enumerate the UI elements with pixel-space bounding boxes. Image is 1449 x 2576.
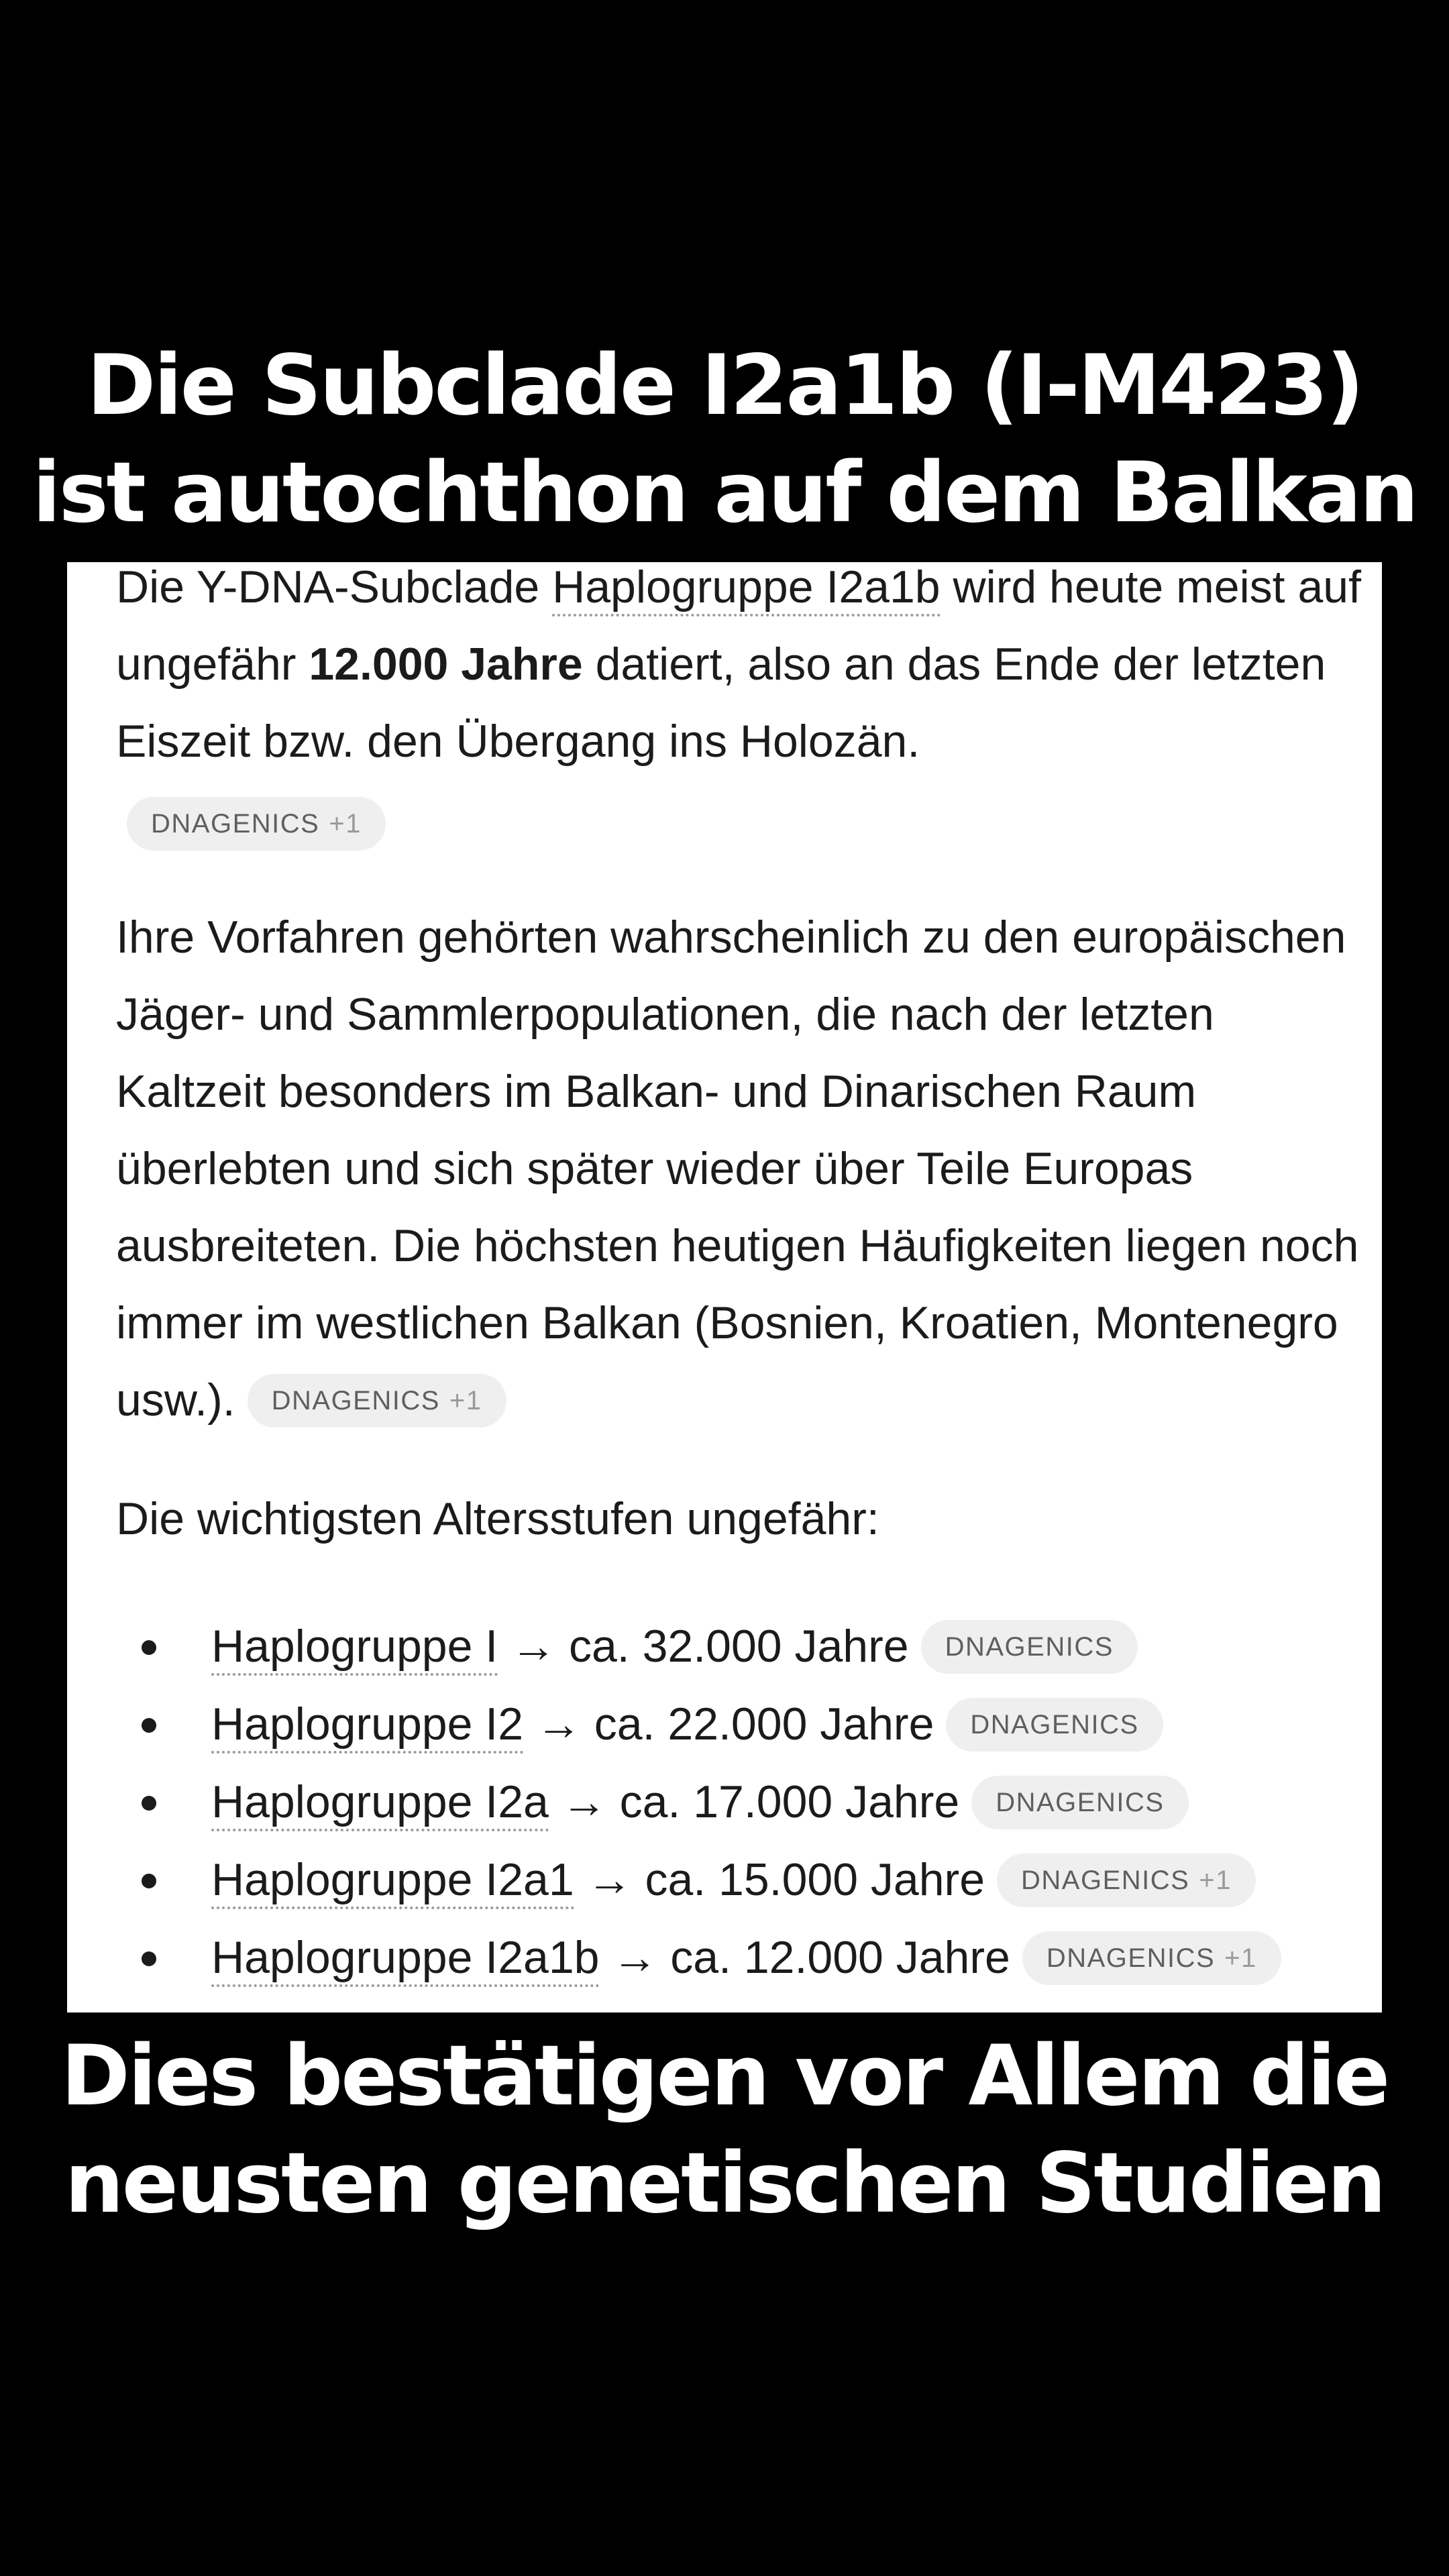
list-item-text: → ca. 17.000 Jahre xyxy=(548,1776,960,1827)
top-caption-line: Die Subclade I2a1b (I-M423) xyxy=(87,337,1362,434)
list-item xyxy=(116,1841,1364,1919)
haplogroup-link[interactable]: Haplogruppe I2 xyxy=(211,1699,523,1754)
haplogroup-link[interactable]: Haplogruppe I2a1b xyxy=(552,562,940,616)
list-item xyxy=(116,1607,1364,1685)
source-chip[interactable] xyxy=(248,1374,506,1428)
source-chip-label: DNAGENICS xyxy=(970,1710,1139,1740)
haplogroup-link[interactable]: Haplogruppe I xyxy=(211,1621,498,1676)
bold-age: 12.000 Jahre xyxy=(309,639,583,690)
list-item-text: → ca. 22.000 Jahre xyxy=(523,1699,934,1750)
source-chip[interactable] xyxy=(997,1854,1256,1907)
age-list xyxy=(116,1607,1364,1996)
bottom-caption xyxy=(0,2023,1449,2237)
answer-content xyxy=(116,562,1364,1996)
bullet-icon xyxy=(142,1796,156,1811)
paragraph-text: wird heute meist auf ungefähr xyxy=(116,562,1361,690)
list-item xyxy=(116,1919,1364,1996)
paragraph-text: Ihre Vorfahren gehörten wahrscheinlich zu den europäischen Jäger- und Sammlerpopulationen, die nach der letzten Kaltzeit besonders im Balkan- und Dinarischen Raum überlebten und sich später wieder über Teile Europas ausbreiteten. Die höchsten heutigen Häufigkeiten liegen noch immer im westlichen Balkan (Bosnien, Kroatien, Montenegro usw.). xyxy=(116,912,1359,1426)
bullet-icon xyxy=(142,1718,156,1733)
source-chip-count: +1 xyxy=(449,1386,482,1416)
source-chip-count: +1 xyxy=(329,809,362,839)
paragraph-age-levels: Die wichtigsten Altersstufen ungefähr: xyxy=(116,1493,879,1544)
bottom-caption-line: neusten genetischen Studien xyxy=(64,2135,1385,2232)
list-item xyxy=(116,1763,1364,1841)
answer-card xyxy=(67,562,1382,2012)
source-chip-label: DNAGENICS xyxy=(151,809,320,839)
source-chip-label: DNAGENICS xyxy=(271,1386,440,1416)
haplogroup-link[interactable]: Haplogruppe I2a xyxy=(211,1776,549,1831)
top-caption-line: ist autochthon auf dem Balkan xyxy=(32,445,1417,541)
list-item-text: → ca. 32.000 Jahre xyxy=(498,1621,909,1672)
source-chip-label: DNAGENICS xyxy=(996,1788,1165,1818)
source-chip-label: DNAGENICS xyxy=(945,1632,1114,1662)
paragraph-text: datiert, also an das Ende der letzten Eiszeit bzw. den Übergang ins Holozän. xyxy=(116,639,1326,767)
paragraph-dating xyxy=(116,562,1364,857)
bottom-caption-line: Dies bestätigen vor Allem die xyxy=(60,2028,1389,2125)
list-item xyxy=(116,1685,1364,1763)
bullet-icon xyxy=(142,1640,156,1655)
source-chip-label: DNAGENICS xyxy=(1021,1866,1190,1896)
source-chip-count: +1 xyxy=(1199,1866,1232,1896)
source-chip-label: DNAGENICS xyxy=(1046,1943,1216,1974)
haplogroup-link[interactable]: Haplogruppe I2a1 xyxy=(211,1854,574,1909)
source-chip[interactable] xyxy=(1022,1931,1281,1985)
source-chip[interactable] xyxy=(921,1620,1138,1674)
haplogroup-link[interactable]: Haplogruppe I2a1b xyxy=(211,1932,599,1987)
source-chip[interactable] xyxy=(971,1776,1188,1829)
bullet-icon xyxy=(142,1951,156,1966)
source-chip-count: +1 xyxy=(1224,1943,1257,1974)
paragraph-text: Die Y-DNA-Subclade xyxy=(116,562,553,612)
list-item-text: → ca. 15.000 Jahre xyxy=(574,1854,985,1905)
paragraph-ancestry xyxy=(116,899,1364,1439)
list-item-text: → ca. 12.000 Jahre xyxy=(599,1932,1010,1983)
source-chip[interactable] xyxy=(127,797,386,851)
source-chip[interactable] xyxy=(946,1698,1163,1752)
bullet-icon xyxy=(142,1874,156,1888)
top-caption xyxy=(0,332,1449,547)
